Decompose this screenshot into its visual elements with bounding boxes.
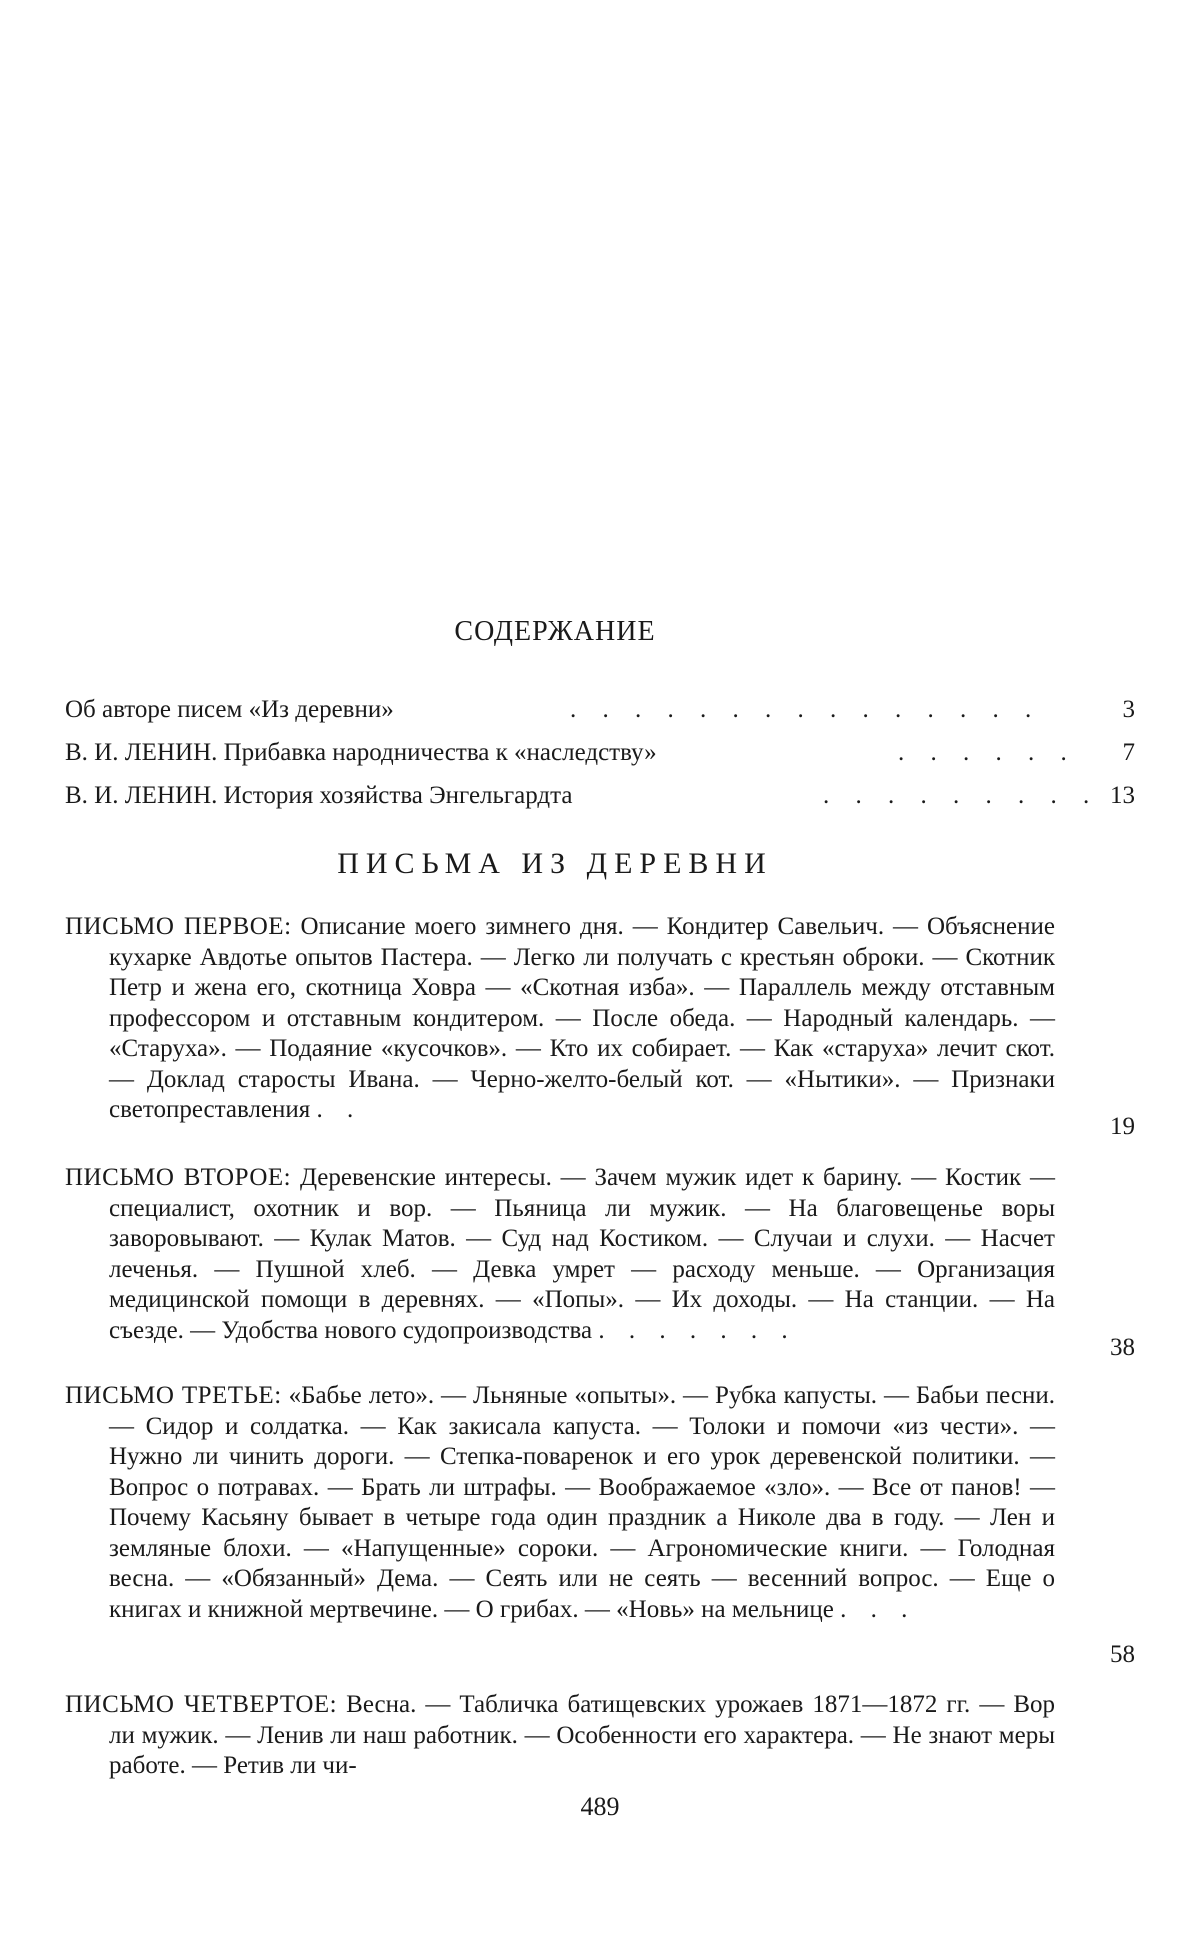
toc-entry (65, 733, 1135, 773)
letter-entry-first (65, 912, 1055, 1126)
toc-leader-dots: . . . (840, 1595, 917, 1623)
toc-leader-dots: . . . . . . . . . . . . . . . (570, 696, 1042, 723)
letter-summary: Описание моего зимнего дня. — Кондитер Савельич. — Объяснение кухарке Авдотье опытов Пастера. — Легко ли получать с крестьян оброки. — Скотник Петр и жена его, скотница Ховра — «Скотная изба». — Параллель между отставным профессором и отставным кондитером. — После обеда. — Народный календарь. — «Старуха». — Подаяние «кусочков». — Кто их собирает. — Как «старуха» лечит скот. — Доклад старосты Ивана. — Черно-желто-белый кот. — «Нытики». — Признаки светопреставления (109, 913, 1055, 1123)
toc-page-number: 7 (1122, 739, 1135, 766)
toc-leader-dots: . . (316, 1096, 363, 1123)
letter-entry-fourth (65, 1690, 1055, 1782)
toc-entry-title: В. И. ЛЕНИН. Прибавка народничества к «наследству» (65, 739, 657, 766)
toc-page-number: 13 (1110, 782, 1135, 809)
letter-page-number: 58 (1110, 1641, 1135, 1668)
letter-heading: ПИСЬМО ВТОРОЕ: (65, 1164, 292, 1191)
letter-page-number: 38 (1110, 1334, 1135, 1361)
toc-entry-title: Об авторе писем «Из деревни» (65, 696, 394, 723)
toc-entry (65, 776, 1135, 816)
toc-leader-dots: . . . . . . . (598, 1316, 797, 1344)
toc-entry-title: В. И. ЛЕНИН. История хозяйства Энгельгардта (65, 782, 573, 809)
letter-heading: ПИСЬМО ЧЕТВЕРТОЕ: (65, 1691, 338, 1718)
toc-entry (65, 690, 1135, 730)
letter-summary: Деревенские интересы. — Зачем мужик идет к барину. — Костик — специалист, охотник и вор. — Пьяница ли мужик. — На благовещенье воры заворовывают. — Кулак Матов. — Суд над Костиком. — Случаи и слухи. — Насчет леченья. — Пушной хлеб. — Девка умрет — расходу меньше. — Организация медицинской помощи в деревнях. — «Попы». — Их доходы. — На станции. — На съезде. — Удобства нового судопроизводства (109, 1164, 1055, 1344)
part-heading: ПИСЬМА ИЗ ДЕРЕВНИ (337, 847, 773, 880)
letter-entry-third (65, 1381, 1055, 1625)
letter-entry-second (65, 1163, 1055, 1346)
letter-heading: ПИСЬМО ПЕРВОЕ: (65, 913, 292, 940)
letter-page-number: 19 (1110, 1113, 1135, 1140)
page-number: 489 (580, 1792, 620, 1821)
toc-leader-dots: . . . . . . (898, 739, 1077, 766)
letter-heading: ПИСЬМО ТРЕТЬЕ: (65, 1382, 282, 1409)
letter-summary: Весна. — Табличка батищевских урожаев 1871—1872 гг. — Вор ли мужик. — Ленив ли наш работник. — Особенности его характера. — Не знают меры работе. — Ретив ли чи- (109, 1691, 1056, 1779)
toc-leader-dots: . . . . . . . . . (823, 782, 1100, 809)
letter-summary: «Бабье лето». — Льняные «опыты». — Рубка капусты. — Бабьи песни. — Сидор и солдатка. — Как закисала капуста. — Толоки и помочи «из чести». — Нужно ли чинить дороги. — Степка-поваренок и его урок деревенской политики. — Вопрос о потравах. — Брать ли штрафы. — Воображаемое «зло». — Все от панов! — Почему Касьяну бывает в четыре года один праздник а Николе два в году. — Лен и земляные блохи. — «Напущенные» сороки. — Агрономические книги. — Голодная весна. — «Обязанный» Дема. — Сеять или не сеять — весенний вопрос. — Еще о книгах и книжной мертвечине. — О грибах. — «Новь» на мельнице (109, 1382, 1055, 1623)
contents-heading: СОДЕРЖАНИЕ (454, 616, 656, 647)
toc-page-number: 3 (1122, 696, 1135, 723)
